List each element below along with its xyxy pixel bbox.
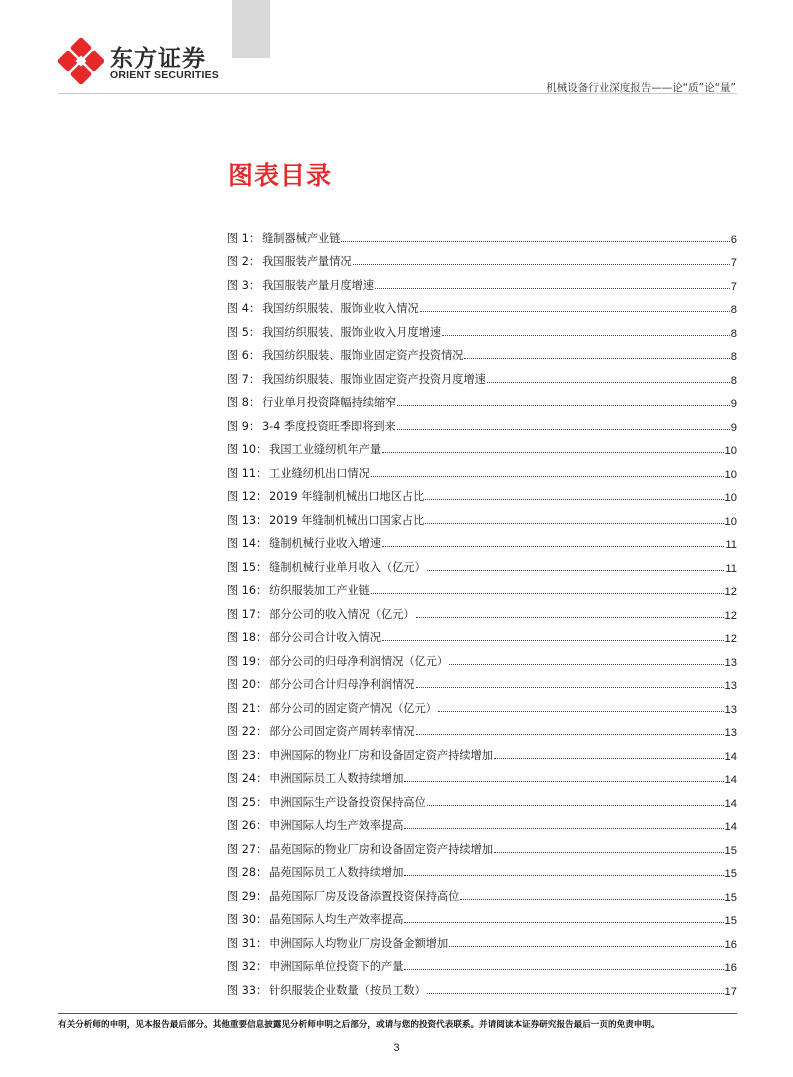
- toc-dot-leader: [427, 570, 725, 571]
- toc-dot-leader: [449, 664, 723, 665]
- toc-entry-title: 晶苑国际的物业厂房和设备固定资产持续增加: [269, 842, 493, 856]
- toc-entry-page: 10: [724, 445, 737, 457]
- toc-entry-title: 针织服装企业数量（按员工数）: [269, 983, 426, 997]
- toc-entry[interactable]: [227, 692, 737, 716]
- toc-dot-leader: [382, 452, 723, 453]
- toc-dot-leader: [371, 593, 724, 594]
- toc-entry-number: 图 11：: [227, 466, 268, 480]
- toc-dot-leader: [382, 546, 724, 547]
- toc-entry[interactable]: [227, 551, 737, 575]
- toc-dot-leader: [353, 264, 730, 265]
- page-title: 图表目录: [228, 161, 333, 190]
- toc-entry-title: 申洲国际人均生产效率提高: [269, 819, 404, 832]
- toc-entry-page: 14: [724, 821, 737, 833]
- toc-entry-title: 缝制机械行业单月收入（亿元）: [269, 560, 426, 574]
- toc-entry-page: 11: [725, 539, 737, 551]
- toc-entry[interactable]: [227, 340, 737, 364]
- toc-entry-title: 我国纺织服装、服饰业收入月度增速: [262, 325, 442, 339]
- toc-entry-title: 晶苑国际人均生产效率提高: [269, 913, 404, 926]
- toc-dot-leader: [404, 781, 723, 782]
- footer-divider: [58, 1013, 737, 1014]
- toc-entry-title: 2019 年缝制机械出口国家占比: [269, 513, 425, 527]
- toc-entry-page: 6: [730, 233, 737, 246]
- toc-entry[interactable]: [227, 857, 737, 881]
- toc-entry-number: 图 3：: [227, 278, 261, 292]
- toc-entry-page: 13: [724, 656, 737, 669]
- toc-dot-leader: [375, 288, 730, 289]
- toc-entry-page: 7: [730, 280, 737, 293]
- report-title: 机械设备行业深度报告——论“质”论“量”: [546, 82, 736, 94]
- header-divider: [58, 93, 737, 94]
- toc-dot-leader: [416, 687, 724, 688]
- toc-entry-number: 图 5：: [227, 325, 261, 339]
- toc-entry-number: 图 30：: [227, 913, 268, 926]
- toc-dot-leader: [494, 758, 724, 759]
- toc-entry-number: 图 4：: [227, 302, 261, 315]
- toc-entry[interactable]: [227, 575, 737, 599]
- toc-entry-page: 13: [724, 703, 737, 716]
- toc-entry[interactable]: [227, 927, 737, 951]
- toc-entry-title: 缝制器械产业链: [262, 231, 341, 245]
- toc-entry-title: 我国服装产量月度增速: [262, 278, 374, 292]
- toc-entry-title: 我国纺织服装、服饰业收入情况: [262, 302, 419, 315]
- toc-entry-page: 16: [724, 938, 737, 951]
- toc-entry[interactable]: [227, 904, 737, 928]
- toc-entry-number: 图 20：: [227, 678, 268, 691]
- toc-dot-leader: [404, 828, 723, 829]
- toc-entry[interactable]: [227, 434, 737, 458]
- toc-entry-page: 10: [724, 515, 737, 528]
- toc-entry[interactable]: [227, 951, 737, 975]
- company-logo: [58, 38, 238, 88]
- toc-entry[interactable]: [227, 316, 737, 340]
- toc-entry-page: 17: [724, 985, 737, 998]
- toc-entry[interactable]: [227, 763, 737, 787]
- toc-entry[interactable]: [227, 387, 737, 411]
- toc-dot-leader: [427, 993, 724, 994]
- toc-entry-title: 申洲国际生产设备投资保持高位: [269, 795, 426, 809]
- figure-list: [227, 222, 737, 998]
- toc-dot-leader: [460, 899, 723, 900]
- toc-entry[interactable]: [227, 880, 737, 904]
- toc-entry-number: 图 9：: [227, 419, 261, 433]
- toc-entry-page: 7: [730, 257, 737, 269]
- orient-logo-icon: [58, 38, 104, 84]
- toc-entry-page: 8: [730, 327, 737, 340]
- toc-entry-title: 申洲国际的物业厂房和设备固定资产持续增加: [269, 748, 493, 762]
- toc-entry[interactable]: [227, 810, 737, 834]
- toc-entry[interactable]: [227, 622, 737, 646]
- toc-entry-title: 部分公司的固定资产情况（亿元）: [269, 701, 437, 715]
- toc-dot-leader: [416, 617, 724, 618]
- toc-entry-page: 8: [730, 374, 737, 387]
- toc-entry-number: 图 21：: [227, 701, 268, 715]
- logo-chinese-name: 东方证券: [110, 46, 206, 72]
- toc-entry-number: 图 18：: [227, 631, 268, 644]
- toc-entry[interactable]: [227, 669, 737, 693]
- toc-dot-leader: [427, 805, 724, 806]
- toc-entry-title: 部分公司的归母净利润情况（亿元）: [269, 654, 449, 668]
- toc-entry-page: 9: [730, 398, 737, 410]
- toc-entry-page: 11: [725, 562, 737, 575]
- toc-dot-leader: [397, 429, 730, 430]
- toc-entry-number: 图 13：: [227, 513, 268, 527]
- toc-entry-title: 部分公司合计收入情况: [269, 631, 382, 644]
- toc-entry-number: 图 33：: [227, 983, 268, 997]
- toc-entry-page: 14: [724, 750, 737, 763]
- toc-entry-number: 图 2：: [227, 255, 261, 268]
- toc-entry-title: 我国纺织服装、服饰业固定资产投资月度增速: [262, 372, 486, 386]
- toc-dot-leader: [449, 946, 723, 947]
- toc-entry-number: 图 15：: [227, 560, 268, 574]
- toc-dot-leader: [404, 922, 723, 923]
- toc-entry-number: 图 19：: [227, 654, 268, 668]
- toc-entry-page: 14: [724, 797, 737, 810]
- toc-entry[interactable]: [227, 974, 737, 998]
- toc-entry-number: 图 29：: [227, 889, 268, 903]
- toc-entry[interactable]: [227, 269, 737, 293]
- toc-dot-leader: [442, 335, 730, 336]
- toc-entry-number: 图 27：: [227, 842, 268, 856]
- toc-entry-page: 15: [724, 844, 737, 857]
- toc-entry-number: 图 17：: [227, 607, 268, 621]
- toc-entry-page: 8: [730, 304, 737, 316]
- toc-entry[interactable]: [227, 833, 737, 857]
- toc-dot-leader: [382, 640, 723, 641]
- toc-entry[interactable]: [227, 481, 737, 505]
- toc-entry-page: 15: [724, 891, 737, 904]
- toc-dot-leader: [487, 382, 730, 383]
- toc-dot-leader: [416, 734, 724, 735]
- page-number: 3: [393, 1042, 400, 1054]
- toc-entry-number: 图 12：: [227, 490, 268, 503]
- toc-entry[interactable]: [227, 222, 737, 246]
- toc-dot-leader: [425, 523, 723, 524]
- toc-entry-title: 申洲国际人均物业厂房设备金额增加: [269, 936, 449, 950]
- toc-entry-number: 图 25：: [227, 795, 268, 809]
- toc-entry-number: 图 8：: [227, 396, 261, 409]
- toc-entry-number: 图 7：: [227, 372, 261, 386]
- toc-entry[interactable]: [227, 716, 737, 740]
- toc-entry-title: 我国工业缝纫机年产量: [269, 443, 382, 456]
- toc-entry-number: 图 32：: [227, 960, 268, 973]
- toc-entry-page: 12: [724, 609, 737, 622]
- toc-entry-title: 我国纺织服装、服饰业固定资产投资情况: [262, 349, 464, 362]
- toc-entry-number: 图 31：: [227, 936, 268, 950]
- toc-entry-page: 16: [724, 962, 737, 974]
- toc-entry-number: 图 10：: [227, 443, 268, 456]
- toc-dot-leader: [371, 476, 724, 477]
- toc-entry-title: 工业缝纫机出口情况: [269, 466, 370, 480]
- toc-entry-page: 15: [724, 915, 737, 927]
- toc-dot-leader: [494, 852, 724, 853]
- logo-english-name: ORIENT SECURITIES: [110, 69, 219, 81]
- toc-dot-leader: [420, 311, 730, 312]
- toc-entry-title: 3-4 季度投资旺季即将到来: [262, 419, 396, 433]
- toc-entry-title: 申洲国际单位投资下的产量: [269, 960, 404, 973]
- toc-entry[interactable]: [227, 739, 737, 763]
- toc-entry-number: 图 6：: [227, 349, 261, 362]
- toc-entry-page: 9: [730, 421, 737, 434]
- toc-entry[interactable]: [227, 246, 737, 270]
- toc-entry-title: 我国服装产量情况: [262, 255, 352, 268]
- toc-entry-number: 图 1：: [227, 231, 261, 245]
- toc-dot-leader: [404, 969, 723, 970]
- toc-dot-leader: [341, 241, 729, 242]
- toc-entry-title: 纺织服装加工产业链: [269, 584, 370, 597]
- toc-entry-number: 图 14：: [227, 537, 268, 550]
- toc-entry-title: 行业单月投资降幅持续缩窄: [262, 396, 397, 409]
- toc-entry-page: 15: [724, 868, 737, 880]
- toc-entry-number: 图 24：: [227, 772, 268, 785]
- toc-dot-leader: [397, 405, 729, 406]
- toc-entry[interactable]: [227, 645, 737, 669]
- toc-entry-number: 图 16：: [227, 584, 268, 597]
- toc-entry-number: 图 26：: [227, 819, 268, 832]
- toc-entry-page: 13: [724, 680, 737, 692]
- toc-entry[interactable]: [227, 528, 737, 552]
- toc-entry-page: 12: [724, 586, 737, 598]
- toc-entry-page: 14: [724, 774, 737, 786]
- toc-entry[interactable]: [227, 457, 737, 481]
- toc-entry[interactable]: [227, 504, 737, 528]
- toc-entry-title: 缝制机械行业收入增速: [269, 537, 382, 550]
- toc-entry-page: 13: [724, 727, 737, 739]
- toc-entry[interactable]: [227, 786, 737, 810]
- toc-dot-leader: [425, 499, 723, 500]
- toc-entry-title: 部分公司固定资产周转率情况: [269, 725, 415, 738]
- toc-entry-page: 10: [724, 492, 737, 504]
- toc-entry-page: 10: [724, 468, 737, 481]
- toc-entry-title: 部分公司的收入情况（亿元）: [269, 607, 415, 621]
- toc-entry-title: 申洲国际员工人数持续增加: [269, 772, 404, 785]
- toc-entry-page: 12: [724, 633, 737, 645]
- toc-entry[interactable]: [227, 598, 737, 622]
- toc-entry-number: 图 22：: [227, 725, 268, 738]
- toc-entry-title: 部分公司合计归母净利润情况: [269, 678, 415, 691]
- toc-entry-title: 晶苑国际员工人数持续增加: [269, 866, 404, 879]
- toc-entry-title: 晶苑国际厂房及设备添置投资保持高位: [269, 889, 460, 903]
- toc-dot-leader: [404, 875, 723, 876]
- toc-entry-page: 8: [730, 351, 737, 363]
- toc-dot-leader: [438, 711, 724, 712]
- toc-entry-number: 图 23：: [227, 748, 268, 762]
- toc-dot-leader: [464, 358, 729, 359]
- toc-entry[interactable]: [227, 410, 737, 434]
- toc-entry-title: 2019 年缝制机械出口地区占比: [269, 490, 425, 503]
- footer-disclaimer: 有关分析师的申明，见本报告最后部分。其他重要信息披露见分析师申明之后部分，或请与您的投资代表联系。并请阅读本证券研究报告最后一页的免责申明。: [58, 1020, 660, 1030]
- toc-entry[interactable]: [227, 363, 737, 387]
- toc-entry-number: 图 28：: [227, 866, 268, 879]
- toc-entry[interactable]: [227, 293, 737, 317]
